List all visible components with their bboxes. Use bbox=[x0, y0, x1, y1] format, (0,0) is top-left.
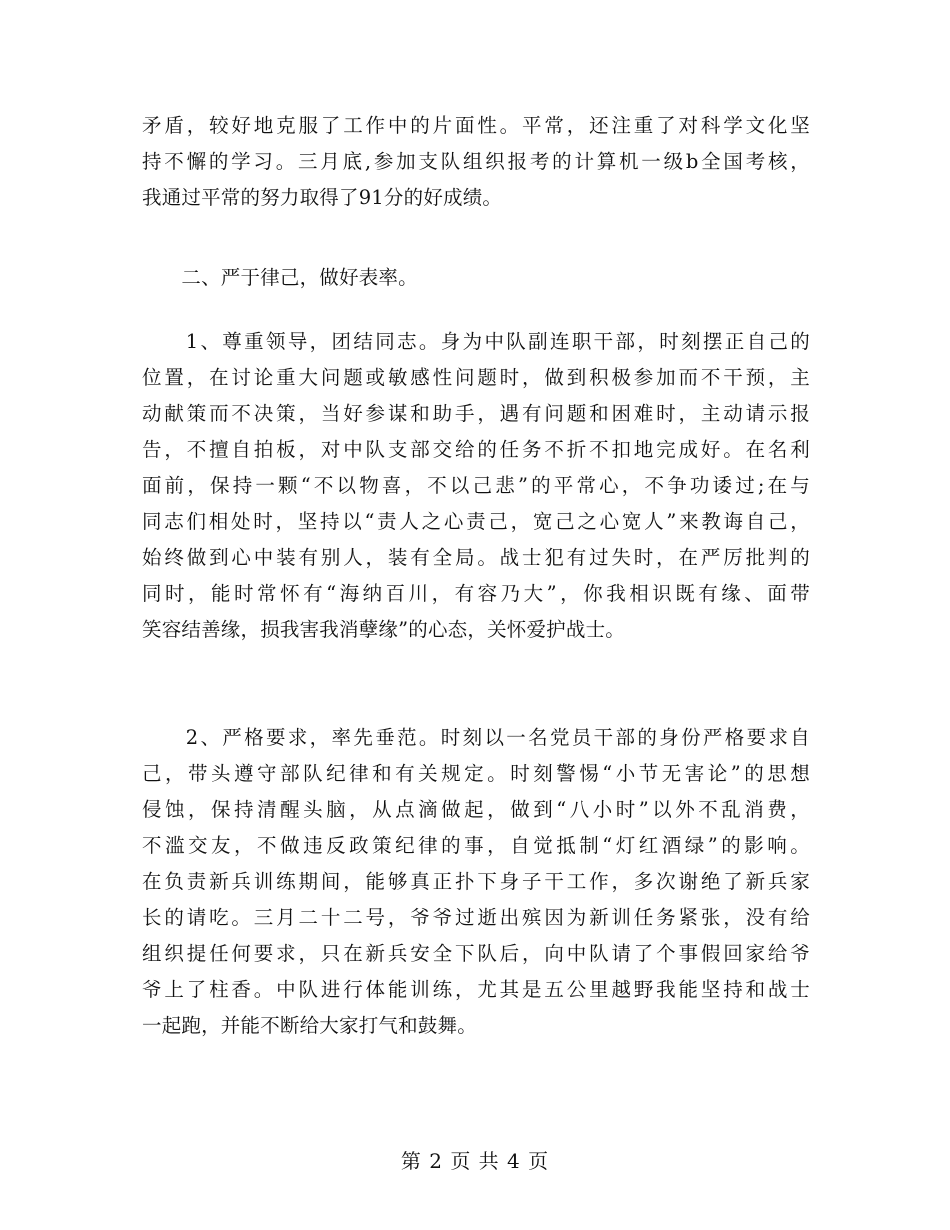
page-footer: 第 2 页 共 4 页 bbox=[400, 1149, 550, 1173]
paragraph-item-1 bbox=[142, 324, 810, 648]
text-line: 矛盾，较好地克服了工作中的片面性。平常，还注重了对科学文化坚 bbox=[142, 114, 810, 137]
text-line: 告，不擅自拍板，对中队支部交给的任务不折不扣地完成好。在名利 bbox=[142, 438, 810, 461]
text-line: 同时，能时常怀有“海纳百川，有容乃大”，你我相识既有缘、面带 bbox=[142, 582, 810, 605]
text-line: 组织提任何要求，只在新兵安全下队后，向中队请了个事假回家给爷 bbox=[142, 942, 810, 965]
text-line: 不滥交友，不做违反政策纪律的事，自觉抵制“灯红酒绿”的影响。 bbox=[142, 834, 810, 857]
text-line: 1、尊重领导，团结同志。身为中队副连职干部，时刻摆正自己的 bbox=[142, 330, 810, 353]
text-line: 二、严于律己，做好表率。 bbox=[142, 266, 418, 289]
text-line: 爷上了柱香。中队进行体能训练，尤其是五公里越野我能坚持和战士 bbox=[142, 978, 810, 1001]
paragraph-item-2 bbox=[142, 720, 810, 1044]
text-line: 我通过平常的努力取得了91分的好成绩。 bbox=[142, 186, 503, 209]
text-line: 同志们相处时，坚持以“责人之心责己，宽己之心宽人”来教诲自己， bbox=[142, 510, 810, 533]
text-line: 始终做到心中装有别人，装有全局。战士犯有过失时，在严厉批判的 bbox=[142, 546, 810, 569]
text-line: 己，带头遵守部队纪律和有关规定。时刻警惕“小节无害论”的思想 bbox=[142, 762, 810, 785]
section-heading bbox=[142, 260, 810, 296]
text-line: 持不懈的学习。三月底,参加支队组织报考的计算机一级b全国考核， bbox=[142, 150, 810, 173]
text-line: 位置，在讨论重大问题或敏感性问题时，做到积极参加而不干预，主 bbox=[142, 366, 810, 389]
text-line: 在负责新兵训练期间，能够真正扑下身子干工作，多次谢绝了新兵家 bbox=[142, 870, 810, 893]
text-line: 一起跑，并能不断给大家打气和鼓舞。 bbox=[142, 1014, 477, 1037]
text-line: 笑容结善缘，损我害我消孽缘”的心态，关怀爱护战士。 bbox=[142, 618, 625, 641]
paragraph-continuation bbox=[142, 108, 810, 216]
text-line: 面前，保持一颗“不以物喜，不以己悲”的平常心，不争功诿过;在与 bbox=[142, 474, 810, 497]
text-line: 动献策而不决策，当好参谋和助手，遇有问题和困难时，主动请示报 bbox=[142, 402, 810, 425]
text-line: 侵蚀，保持清醒头脑，从点滴做起，做到“八小时”以外不乱消费， bbox=[142, 798, 810, 821]
text-line: 2、严格要求，率先垂范。时刻以一名党员干部的身份严格要求自 bbox=[142, 726, 810, 749]
text-line: 长的请吃。三月二十二号，爷爷过逝出殡因为新训任务紧张，没有给 bbox=[142, 906, 810, 929]
